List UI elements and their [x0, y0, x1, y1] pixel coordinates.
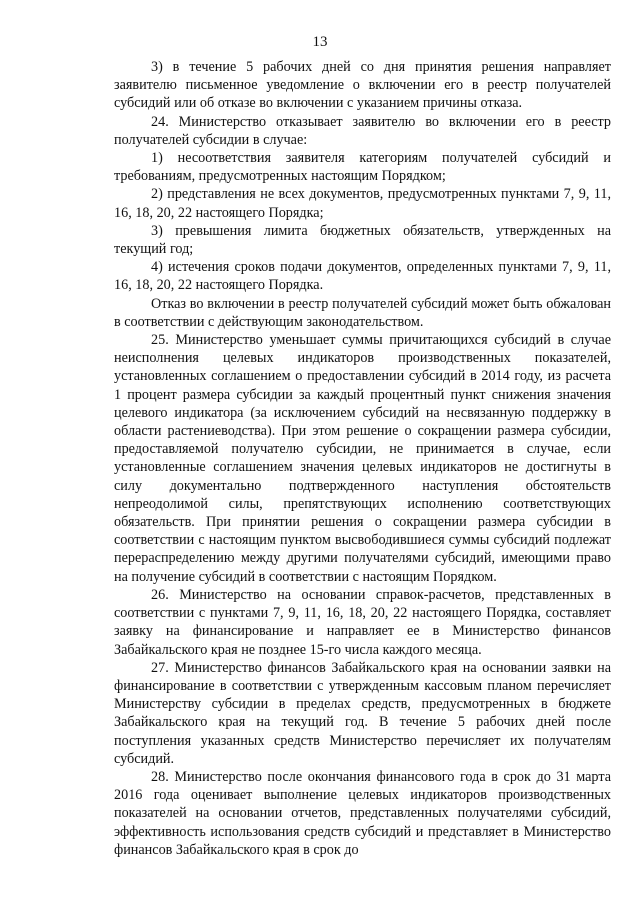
paragraph-item-26: 26. Министерство на основании справок-расчетов, представленных в соответствии с пунктами 7, 9, 11, 16, 18, 20, 22 настоящего Порядка, составляет заявку на финансирование и направляет ее в Министерство финансов Забайкальского края не позднее 15-го числа каждого месяца. [114, 586, 611, 658]
paragraph-clause-3-notification: 3) в течение 5 рабочих дней со дня принятия решения направляет заявителю письменное уведомление о включении его в реестр получателей субсидий или об отказе во включении с указанием причины отказа. [114, 59, 611, 112]
document-body [114, 58, 611, 859]
paragraph-item-24-reason-1: 1) несоответствия заявителя категориям получателей субсидий и требованиям, предусмотренных настоящим Порядком; [114, 150, 611, 185]
paragraph-item-24-reason-2: 2) представления не всех документов, предусмотренных пунктами 7, 9, 11, 16, 18, 20, 22 настоящего Порядка; [114, 186, 611, 221]
paragraph-item-27: 27. Министерство финансов Забайкальского края на основании заявки на финансирование в соответствии с утвержденным кассовым планом перечисляет Министерству субсидии в пределах средств, предусмотренных в бюджете Забайкальского края на текущий год. В течение 5 рабочих дней после поступления указанных средств Министерство перечисляет их получателям субсидий. [114, 659, 611, 767]
paragraph-item-24-reason-3: 3) превышения лимита бюджетных обязательств, утвержденных на текущий год; [114, 222, 611, 258]
paragraph-item-28: 28. Министерство после окончания финансового года в срок до 31 марта 2016 года оценивает выполнение целевых индикаторов производственных показателей на основании отчетов, представленных получателями субсидий, эффективность использования средств субсидий и представляет в Министерство финансов Забайкальского края в срок до [114, 768, 611, 858]
paragraph-item-24: 24. Министерство отказывает заявителю во включении его в реестр получателей субсидии в случае: [114, 113, 611, 148]
paragraph-item-24-reason-4: 4) истечения сроков подачи документов, определенных пунктами 7, 9, 11, 16, 18, 20, 22 настоящего Порядка. [114, 259, 611, 294]
paragraph-item-25: 25. Министерство уменьшает суммы причитающихся субсидий в случае неисполнения целевых индикаторов производственных показателей, установленных соглашением о предоставлении субсидий в 2014 году, из расчета 1 процент размера субсидии за каждый процентный пункт снижения значения целевого индикатора (за исключением субсидий на несвязанную поддержку в области растениеводства). При этом решение о сокращении размера субсидии, предоставляемой получателю субсидии, не принимается в случае, если установленные соглашением значения целевых индикаторов не достигнуты в силу документально подтвержденного наступления обстоятельств непреодолимой силы, препятствующих исполнению соответствующих обязательств. При принятии решения о сокращении размера субсидии в соответствии с настоящим пунктом высвободившиеся суммы субсидий подлежат перераспределению между другими получателями субсидий, имеющими право на получение субсидий в соответствии с настоящим Порядком. [114, 332, 611, 585]
paragraph-appeal-note: Отказ во включении в реестр получателей субсидий может быть обжалован в соответствии с действующим законодательством. [114, 295, 611, 330]
page-number: 13 [312, 34, 328, 50]
